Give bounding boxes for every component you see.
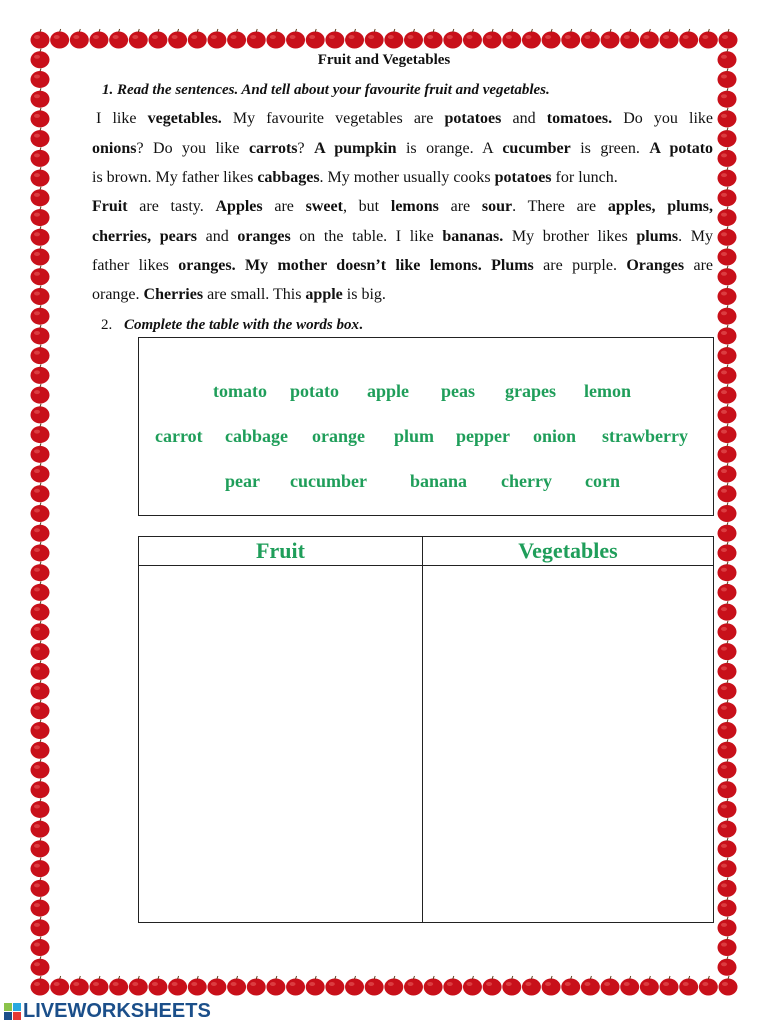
apple-icon	[718, 483, 737, 503]
apple-icon	[718, 739, 737, 759]
word: cabbage	[225, 426, 288, 446]
text-segment: are	[684, 257, 713, 274]
apple-icon	[31, 937, 50, 957]
apple-icon	[699, 29, 718, 49]
apple-icon	[31, 503, 50, 523]
apple-icon	[424, 976, 443, 996]
apple-icon	[718, 542, 737, 562]
bold-word: sour	[481, 198, 513, 215]
apple-icon	[718, 700, 737, 720]
apple-icon	[443, 29, 462, 49]
bold-word: Plums	[491, 257, 534, 274]
apple-icon	[620, 976, 639, 996]
apple-icon	[31, 364, 50, 384]
text-segment: father likes	[92, 257, 179, 274]
logo-text: LIVEWORKSHEETS	[23, 1000, 211, 1022]
apple-icon	[718, 266, 737, 286]
word: onion	[533, 426, 577, 446]
apple-icon	[424, 29, 443, 49]
apple-icon	[699, 976, 718, 996]
apple-icon	[581, 29, 600, 49]
apple-icon	[463, 976, 482, 996]
word: pepper	[456, 426, 510, 446]
apple-icon	[31, 305, 50, 325]
apple-icon	[718, 818, 737, 838]
apple-icon	[31, 246, 50, 266]
apple-icon	[266, 976, 285, 996]
text-segment: is green.	[570, 140, 650, 157]
apple-icon	[679, 29, 698, 49]
apple-icon	[522, 29, 541, 49]
apple-icon	[718, 325, 737, 345]
apple-icon	[719, 976, 738, 996]
apple-icon	[31, 838, 50, 858]
apple-icon	[718, 877, 737, 897]
apple-icon	[227, 29, 246, 49]
sorting-table	[138, 536, 714, 923]
apple-icon	[31, 463, 50, 483]
apple-icon	[168, 29, 187, 49]
apple-icon	[365, 29, 384, 49]
word: orange	[312, 426, 365, 446]
apple-icon	[718, 226, 737, 246]
apple-icon	[31, 641, 50, 661]
text-segment: is big.	[342, 286, 386, 303]
apple-icon	[325, 29, 344, 49]
apple-icon	[109, 29, 128, 49]
apple-icon	[718, 759, 737, 779]
apple-icon	[601, 976, 620, 996]
apple-icon	[31, 818, 50, 838]
text-segment: I like	[96, 110, 148, 127]
apple-icon	[31, 739, 50, 759]
apple-icon	[718, 384, 737, 404]
apple-icon	[31, 266, 50, 286]
apple-icon	[31, 424, 50, 444]
text-segment: ? Do you like	[136, 140, 249, 157]
bold-word: Cherries	[143, 286, 204, 303]
apple-icon	[168, 976, 187, 996]
apple-icon	[718, 463, 737, 483]
text-segment: , but	[342, 198, 391, 215]
apple-icon	[266, 29, 285, 49]
text-segment: Do you like	[612, 110, 713, 127]
bold-word: Fruit	[92, 198, 128, 215]
word: tomato	[213, 381, 267, 401]
text-segment: My brother likes	[503, 228, 637, 245]
vegetables-header: Vegetables	[423, 537, 713, 566]
bold-word: My mother doesn’t like	[235, 257, 430, 274]
word: lemon	[584, 381, 631, 401]
paragraph-line	[96, 110, 713, 132]
liveworksheets-logo	[4, 1000, 211, 1023]
apple-icon	[601, 29, 620, 49]
apple-icon	[718, 424, 737, 444]
apple-icon	[718, 601, 737, 621]
vegetables-answer-cell[interactable]	[423, 566, 713, 922]
word-box	[138, 337, 714, 516]
apple-icon	[31, 128, 50, 147]
paragraph-line	[92, 257, 713, 279]
apple-icon	[404, 29, 423, 49]
apple-icon	[31, 759, 50, 779]
apple-icon	[718, 404, 737, 424]
apple-icon	[718, 720, 737, 740]
instruction-2	[124, 317, 363, 334]
bold-word: cabbages	[257, 169, 320, 186]
instruction-2-period: .	[359, 317, 363, 333]
bold-word: onions	[92, 140, 137, 157]
text-segment: is brown. My father likes	[92, 169, 258, 186]
bold-word: oranges.	[178, 257, 236, 274]
apple-icon	[31, 207, 50, 227]
bold-word: sweet	[305, 198, 343, 215]
bold-word: lemons	[390, 198, 439, 215]
apple-icon	[207, 976, 226, 996]
apple-icon	[227, 976, 246, 996]
apple-icon	[718, 798, 737, 818]
apple-icon	[31, 443, 50, 463]
word: peas	[441, 381, 476, 401]
apple-icon	[89, 976, 108, 996]
apple-icon	[31, 779, 50, 799]
bold-word: A pumpkin	[314, 140, 397, 157]
text-segment: are tasty.	[127, 198, 216, 215]
apple-icon	[129, 976, 148, 996]
word: potato	[290, 381, 339, 401]
bold-word: Oranges	[626, 257, 685, 274]
apple-icon	[718, 147, 737, 167]
apple-icon	[31, 345, 50, 365]
text-segment: and	[197, 228, 238, 245]
apple-icon	[345, 29, 364, 49]
apple-icon	[463, 29, 482, 49]
apple-icon	[561, 976, 580, 996]
apple-icon	[31, 700, 50, 720]
text-segment: on the table. I like	[290, 228, 443, 245]
apple-icon	[483, 29, 502, 49]
apple-icon	[718, 858, 737, 878]
word: apple	[367, 381, 410, 401]
word: cherry	[501, 471, 552, 491]
bold-word: tomatoes.	[546, 110, 613, 127]
text-segment: are purple.	[533, 257, 627, 274]
instruction-2-text: Complete the table with the words box	[124, 317, 360, 333]
apple-icon	[718, 641, 737, 661]
bold-word: carrots	[248, 140, 298, 157]
apple-icon	[718, 937, 737, 957]
text-segment: My favourite vegetables are	[221, 110, 445, 127]
apple-icon	[384, 29, 403, 49]
apple-icon	[129, 29, 148, 49]
apple-icon	[718, 128, 737, 147]
text-segment: and	[501, 110, 547, 127]
word: carrot	[155, 426, 203, 446]
paragraph-line	[92, 286, 713, 304]
word: strawberry	[602, 426, 688, 446]
text-segment: . There are	[512, 198, 608, 215]
bold-word: Apples	[215, 198, 263, 215]
word: plum	[394, 426, 435, 446]
bold-word: plums	[636, 228, 679, 245]
apple-icon	[679, 976, 698, 996]
apple-icon	[50, 29, 69, 49]
apple-icon	[660, 29, 679, 49]
bold-word: A potato	[649, 140, 713, 157]
word: cucumber	[290, 471, 367, 491]
apple-icon	[718, 167, 737, 187]
apple-icon	[148, 976, 167, 996]
apple-icon	[660, 976, 679, 996]
apple-icon	[31, 798, 50, 818]
apple-icon	[718, 246, 737, 266]
apple-icon	[522, 976, 541, 996]
apple-icon	[247, 976, 266, 996]
apple-icon	[581, 976, 600, 996]
word: grapes	[505, 381, 556, 401]
bold-word: lemons.	[429, 257, 482, 274]
apple-icon	[31, 325, 50, 345]
apple-icon	[306, 976, 325, 996]
word: corn	[585, 471, 620, 491]
apple-icon	[188, 976, 207, 996]
text-segment: . My	[678, 228, 713, 245]
apple-icon	[31, 581, 50, 601]
apple-icon	[148, 29, 167, 49]
apple-icon	[502, 976, 521, 996]
fruit-header: Fruit	[139, 537, 422, 566]
apple-icon	[718, 779, 737, 799]
text-segment: . My mother usually cooks	[319, 169, 495, 186]
word: banana	[410, 471, 468, 491]
apple-icon	[483, 976, 502, 996]
apple-icon	[718, 522, 737, 542]
apple-icon	[31, 404, 50, 424]
apple-icon	[31, 660, 50, 680]
bold-word: cucumber	[502, 140, 571, 157]
apple-icon	[207, 29, 226, 49]
apple-icon	[718, 581, 737, 601]
apple-icon	[31, 877, 50, 897]
text-segment	[482, 257, 491, 274]
apple-icon	[365, 976, 384, 996]
apple-icon	[31, 88, 50, 108]
instruction-2-number: 2.	[101, 317, 113, 333]
bold-word: potatoes	[494, 169, 552, 186]
apple-icon	[640, 29, 659, 49]
apple-icon	[718, 838, 737, 858]
apple-icon	[718, 345, 737, 365]
paragraph-line	[92, 228, 713, 250]
bold-word: apple	[305, 286, 343, 303]
apple-icon	[31, 542, 50, 562]
apple-icon	[718, 305, 737, 325]
text-segment: ?	[297, 140, 315, 157]
apple-icon	[31, 897, 50, 917]
apple-icon	[718, 660, 737, 680]
apple-icon	[70, 29, 89, 49]
apple-icon	[718, 207, 737, 227]
apple-icon	[31, 562, 50, 582]
apple-icon	[640, 976, 659, 996]
apple-icon	[31, 483, 50, 503]
instruction-1: 1. Read the sentences. And tell about your favourite fruit and vegetables.	[102, 82, 550, 98]
apple-icon	[306, 29, 325, 49]
apple-icon	[718, 68, 737, 88]
apple-icon	[31, 167, 50, 187]
apple-icon	[31, 68, 50, 88]
apple-icon	[89, 29, 108, 49]
paragraph-line	[92, 198, 713, 220]
apple-icon	[542, 29, 561, 49]
paragraph-line	[92, 169, 713, 187]
apple-icon	[718, 956, 737, 976]
apple-icon	[31, 680, 50, 700]
apple-icon	[31, 187, 50, 207]
apple-icon	[542, 976, 561, 996]
apple-icon	[718, 443, 737, 463]
worksheet-title: Fruit and Vegetables	[317, 52, 451, 68]
apple-icon	[718, 680, 737, 700]
apple-icon	[31, 956, 50, 976]
apple-icon	[718, 187, 737, 207]
apple-icon	[31, 29, 50, 49]
apple-icon	[188, 29, 207, 49]
bold-word: bananas.	[442, 228, 504, 245]
text-segment: orange.	[92, 286, 144, 303]
apple-icon	[109, 976, 128, 996]
apple-icon	[286, 976, 305, 996]
apple-icon	[31, 285, 50, 305]
bold-word: apples, plums,	[607, 198, 713, 215]
apple-icon	[718, 562, 737, 582]
apple-icon	[50, 976, 69, 996]
word: pear	[225, 471, 260, 491]
bold-word: potatoes	[444, 110, 502, 127]
apple-icon	[718, 88, 737, 108]
apple-icon	[345, 976, 364, 996]
apple-icon	[247, 29, 266, 49]
bold-word: cherries, pears	[92, 228, 198, 245]
apple-icon	[718, 917, 737, 937]
apple-icon	[31, 384, 50, 404]
apple-icon	[718, 897, 737, 917]
logo-icon	[4, 1003, 21, 1020]
apple-icon	[70, 976, 89, 996]
fruit-answer-cell[interactable]	[139, 566, 422, 922]
apple-icon	[718, 108, 737, 128]
apple-icon	[31, 226, 50, 246]
text-segment: for lunch.	[551, 169, 618, 186]
apple-icon	[502, 29, 521, 49]
apple-icon	[718, 285, 737, 305]
text-segment: are	[262, 198, 306, 215]
apple-icon	[31, 976, 50, 996]
apple-icon	[31, 858, 50, 878]
apple-icon	[31, 108, 50, 128]
apple-icon	[31, 720, 50, 740]
apple-icon	[31, 917, 50, 937]
apple-icon	[286, 29, 305, 49]
apple-icon	[620, 29, 639, 49]
bold-word: oranges	[237, 228, 291, 245]
apple-icon	[31, 601, 50, 621]
paragraph-line	[92, 140, 713, 162]
apple-icon	[404, 976, 423, 996]
text-segment: is orange. A	[396, 140, 503, 157]
apple-icon	[325, 976, 344, 996]
apple-icon	[31, 522, 50, 542]
apple-icon	[718, 503, 737, 523]
apple-icon	[718, 364, 737, 384]
apple-icon	[561, 29, 580, 49]
text-segment: are	[438, 198, 482, 215]
apple-icon	[719, 29, 738, 49]
apple-icon	[718, 621, 737, 641]
text-segment: are small. This	[203, 286, 306, 303]
apple-icon	[31, 621, 50, 641]
apple-icon	[443, 976, 462, 996]
apple-icon	[384, 976, 403, 996]
apple-icon	[31, 147, 50, 167]
bold-word: vegetables.	[147, 110, 222, 127]
